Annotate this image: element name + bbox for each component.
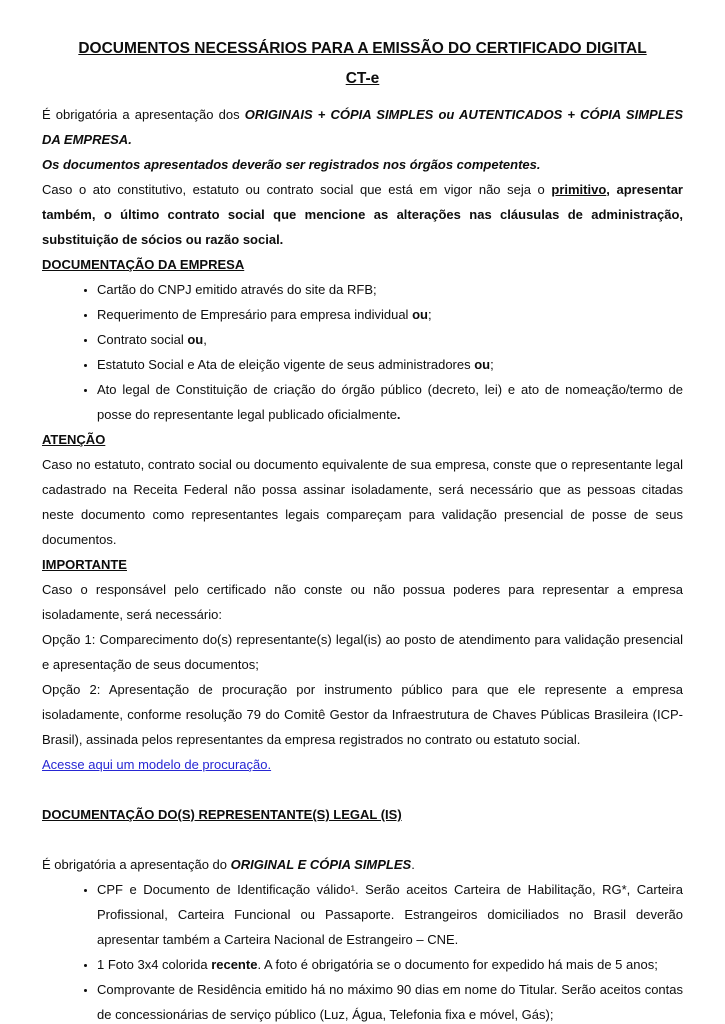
text-run: Estatuto Social e Ata de eleição vigente de seus administradores	[97, 357, 475, 372]
representante-intro-paragraph	[42, 852, 683, 877]
procuracao-link-line	[42, 752, 683, 777]
text-run: ;	[490, 357, 494, 372]
text-run: Caso no estatuto, contrato social ou documento equivalente de sua empresa, conste que o representante legal cadastrado na Receita Federal não possa assinar isoladamente, será necessário que as pessoas citadas neste documento como representantes legais compareçam para validação presencial de posse de seus documentos.	[42, 457, 683, 547]
text-run: Opção 2: Apresentação de procuração por instrumento público para que ele represente a empresa isoladamente, conforme resolução 79 do Comitê Gestor da Infraestrutura de Chaves Públicas Brasileira (ICP-Brasil), assinada pelos representantes da empresa registrados no contrato ou estatuto social.	[42, 682, 683, 747]
text-run: 1 Foto 3x4 colorida	[97, 957, 212, 972]
heading-importante: IMPORTANTE	[42, 557, 127, 572]
text-run: Requerimento de Empresário para empresa individual	[97, 307, 413, 322]
list-item-contrato-social	[97, 327, 683, 352]
importante-intro-paragraph	[42, 577, 683, 627]
text-run: ORIGINAIS + CÓPIA SIMPLES ou AUTENTICADOS + CÓPIA SIMPLES DA EMPRESA.	[42, 107, 683, 147]
text-run: É obrigatória a apresentação dos	[42, 107, 245, 122]
text-run: Caso o responsável pelo certificado não conste ou não possua poderes para representar a empresa isoladamente, será necessário:	[42, 582, 683, 622]
text-run: primitivo	[551, 182, 607, 197]
importante-opcao2-paragraph	[42, 677, 683, 752]
list-item-cartao-cnpj	[97, 277, 683, 302]
list-item-requerimento-empresario	[97, 302, 683, 327]
text-run: Contrato social	[97, 332, 188, 347]
text-run: Comprovante de Residência emitido há no máximo 90 dias em nome do Titular. Serão aceitos contas de concessionárias de serviço público (Luz, Água, Telefonia fixa e móvel, Gás);	[97, 982, 683, 1022]
text-run: Cartão do CNPJ emitido através do site da RFB;	[97, 282, 377, 297]
title-line-1	[42, 34, 683, 64]
heading-documentacao-empresa: DOCUMENTAÇÃO DA EMPRESA	[42, 257, 245, 272]
text-run: apresentar também, o último contrato social que mencione as alterações nas cláusulas de administração, substituição de sócios ou razão social.	[42, 182, 683, 247]
representante-bullet-list	[42, 877, 683, 1024]
text-run: É obrigatória a apresentação do	[42, 857, 231, 872]
intro-paragraph-registrados	[42, 152, 683, 177]
text-run: .	[396, 407, 401, 422]
text-run: .	[411, 857, 415, 872]
text-run: Caso o ato constitutivo, estatuto ou contrato social que está em vigor não seja o	[42, 182, 552, 197]
title-line-2	[42, 64, 683, 94]
heading-documentacao-representante: DOCUMENTAÇÃO DO(S) REPRESENTANTE(S) LEGAL (IS)	[42, 807, 402, 822]
text-run: CPF e Documento de Identificação válido¹. Serão aceitos Carteira de Habilitação, RG*, Carteira Profissional, Carteira Funcional ou Passaporte. Estrangeiros domiciliados no Brasil deverão apresentar também a Carteira Nacional de Estrangeiro – CNE.	[97, 882, 683, 947]
procuracao-link[interactable]: Acesse aqui um modelo de procuração.	[42, 757, 272, 772]
title-text-2: CT-e	[345, 70, 380, 87]
text-run: ORIGINAL E CÓPIA SIMPLES	[230, 857, 412, 872]
list-item-ato-legal	[97, 377, 683, 427]
list-item-cpf-identificacao	[97, 877, 683, 952]
text-run: Ato legal de Constituição de criação do órgão público (decreto, lei) e ato de nomeação/termo de posse do representante legal publicado oficialmente	[97, 382, 683, 422]
text-run: ;	[427, 307, 432, 322]
text-run: Os documentos apresentados deverão ser registrados nos órgãos competentes.	[42, 157, 541, 172]
intro-paragraph-originais	[42, 102, 683, 152]
text-run: recente	[211, 957, 258, 972]
text-run: ou	[187, 332, 204, 347]
text-run: Opção 1: Comparecimento do(s) representante(s) legal(is) ao posto de atendimento para validação presencial e apresentação de seus documentos;	[42, 632, 683, 672]
list-item-estatuto-social	[97, 352, 683, 377]
list-item-comprovante-residencia	[97, 977, 683, 1024]
empresa-bullet-list	[42, 277, 683, 427]
text-run: ,	[606, 182, 617, 197]
importante-opcao1-paragraph	[42, 627, 683, 677]
text-run: ,	[203, 332, 207, 347]
heading-atencao: ATENÇÃO	[42, 432, 106, 447]
document-title	[42, 34, 683, 94]
atencao-paragraph	[42, 452, 683, 552]
list-item-foto-3x4	[97, 952, 683, 977]
intro-paragraph-primitivo	[42, 177, 683, 252]
text-run: ou	[474, 357, 491, 372]
title-text-1: DOCUMENTOS NECESSÁRIOS PARA A EMISSÃO DO CERTIFICADO DIGITAL	[78, 40, 647, 57]
text-run: . A foto é obrigatória se o documento for expedido há mais de 5 anos;	[257, 957, 658, 972]
text-run: ou	[412, 307, 428, 322]
